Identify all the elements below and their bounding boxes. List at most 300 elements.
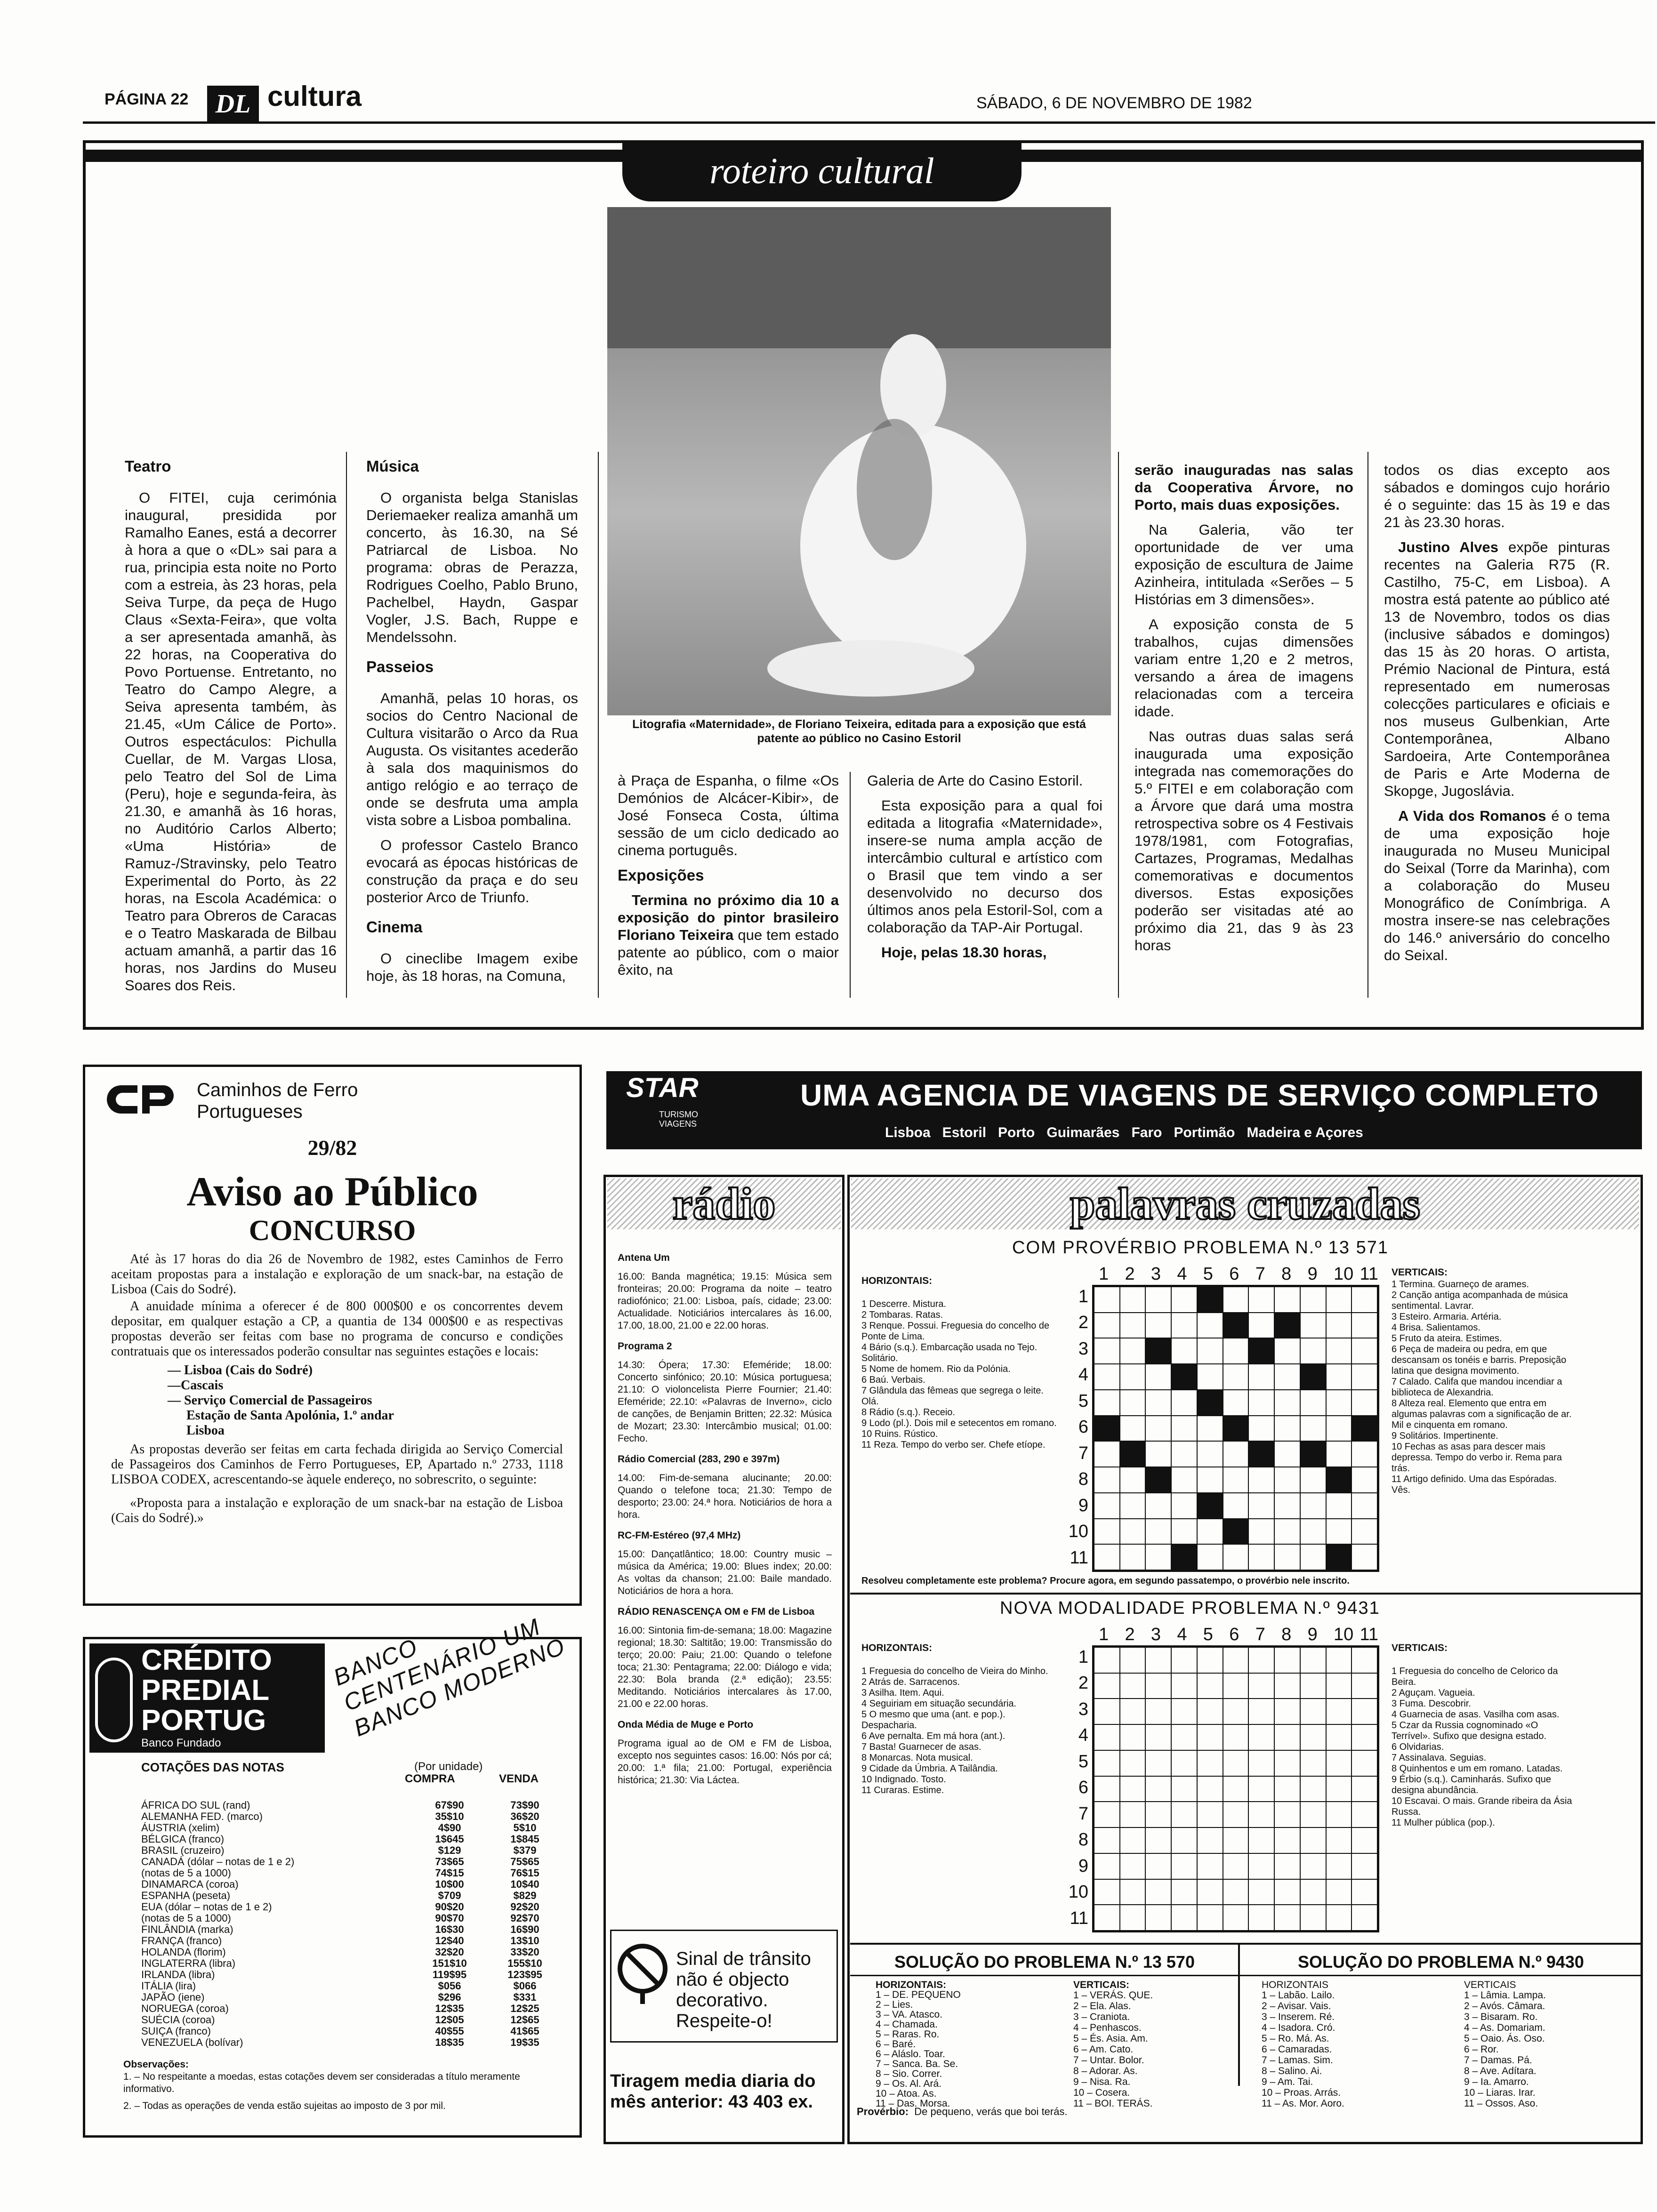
col-number: 7 [1255,1625,1265,1644]
col-number: 8 [1281,1264,1292,1284]
grid-cell [1351,1750,1377,1776]
grid-cell [1145,1416,1171,1442]
grid-cell [1171,1673,1197,1699]
rate-sell: 19$35 [510,2036,539,2048]
rate-row [141,1913,555,1924]
grid-cell [1145,1519,1171,1545]
grid-cell [1248,1724,1274,1750]
grid-cell [1248,1287,1274,1313]
p2-clue-h: 4 Seguiriam em situação secundária. [861,1699,1017,1709]
rate-row [141,1879,555,1890]
row-number: 5 [1078,1391,1088,1411]
cotacoes-title: COTAÇÕES DAS NOTAS [141,1760,284,1774]
p2-clue-v: 3 Fuma. Descobrir. [1392,1699,1471,1709]
s1-answer-h: 10 – Atoa. As. [876,2088,937,2099]
col6-para-2 [1384,538,1610,800]
col5-text-1: Na Galeria, vão ter oportunidade de ver uma exposição de escultura de Jaime Azinheira, intitulada «Serões – 5 Histórias em 3 dimensões». [1134,521,1353,608]
grid-cell [1145,1853,1171,1879]
dl-logo: DL [207,86,259,122]
grid-cell [1223,1750,1249,1776]
p1-verticals [1392,1279,1575,1496]
p2-clue-h: 3 Asilha. Item. Aqui. [861,1688,944,1698]
col-number: 11 [1359,1625,1378,1644]
rate-sell: $829 [513,1890,537,1901]
grid-cell [1197,1827,1223,1853]
grid-cell [1326,1647,1352,1673]
crossword-title: palavras cruzadas [1070,1178,1420,1229]
p2-clue-v: 4 Guarnecia de asas. Vasilha com asas. [1392,1709,1560,1720]
col-number: 2 [1125,1625,1135,1644]
col-rule-5 [1367,452,1368,998]
col-number: 1 [1099,1264,1109,1284]
grid-cell [1145,1673,1171,1699]
grid-cell [1197,1647,1223,1673]
grid-cell [1171,1493,1197,1519]
grid-cell [1145,1879,1171,1905]
grid-cell [1120,1467,1146,1493]
col-number: 5 [1203,1625,1213,1644]
p1-clue-v: 11 Artigo definido. Uma das Espóradas. Vês. [1392,1474,1557,1495]
grid-cell [1094,1544,1120,1570]
p1-clue-h: 7 Glândula das fêmeas que segrega o leite. Olá. [861,1386,1044,1407]
col-number: 9 [1307,1625,1318,1644]
grid-cell [1145,1699,1171,1724]
row-number: 6 [1078,1778,1088,1798]
grid-cell [1094,1879,1120,1905]
p1-title: COM PROVÉRBIO PROBLEMA N.º 13 571 [1012,1238,1389,1258]
teatro-text: O FITEI, cuja cerimónia inaugural, presidida por Ramalho Eanes, está a decorrer à hora a que o «DL» sai para a rua, principia esta noite no Porto com a estreia, às 23 horas, pela Seiva Turpe, da peça de Hugo Claus «Sexta-Feira», que volta a ser apresentada amanhã, às 22 horas, na Cooperativa do Povo Portuense. Entretanto, no Teatro do Campo Alegre, a Seiva apresenta também, às 21.45, «Um Cálice de Porto». Outros espectáculos: Pichulla Cuellar, de M. Vargas Llosa, pelo Teatro del Sol de Lima (Peru), hoje e segunda-feira, às 21.30, e amanhã às 16 horas, no Auditório Carlos Alberto; «Uma História» de Ramuz-/Stravinsky, pelo Teatro Experimental do Porto, às 22 horas, na Escola Académica: o Teatro para Obreros de Caracas e o Teatro Maskarada de Bilbau actuam amanhã, a partir das 16 horas, nos Jardins do Museu Soares dos Reis. [125,489,337,994]
s2-answer-h: 10 – Proas. Arrás. [1262,2087,1341,2098]
row-number: 5 [1078,1751,1088,1771]
row-number: 3 [1078,1699,1088,1719]
grid-cell [1120,1364,1146,1390]
p2-clue-v: 11 Mulher pública (pop.). [1392,1818,1495,1828]
rate-sell: 33$20 [510,1946,539,1958]
grid-cell [1120,1519,1146,1545]
s2-verticals [1464,1990,1633,2109]
rate-buy: $296 [438,1991,461,2003]
grid-cell [1120,1724,1146,1750]
row-number: 1 [1078,1287,1088,1306]
row-number: 11 [1070,1547,1088,1568]
rate-currency: ESPANHA (peseta) [141,1890,231,1901]
grid-cell [1351,1699,1377,1724]
grid-cell [1197,1879,1223,1905]
grid-cell [1248,1853,1274,1879]
grid-cell [1094,1467,1120,1493]
col4-text-3: Hoje, pelas 18.30 horas, [881,944,1047,961]
p2-clue-v: 10 Escavai. O mais. Grande ribeira da Ásia Russa. [1392,1796,1572,1817]
grid-cell [1171,1699,1197,1724]
rate-currency: BÉLGICA (franco) [141,1833,225,1845]
obs-1: 1. – No respeitante a moedas, estas cotações devem ser consideradas a título meramente informativo. [123,2071,520,2094]
p2-column-numbers [1092,1625,1379,1643]
grid-cell [1120,1338,1146,1364]
grid-cell [1300,1364,1326,1390]
s2-answer-h: 1 – Labão. Lailo. [1262,1990,1335,2001]
cp-title: Aviso ao Público [186,1169,478,1215]
radio-program: 16.00: Sintonia fim-de-semana; 18.00: Magazine regional; 18.30: Saltitão; 19.00: Transmissão do terço; 20.00: Paiu; 21.00: Quando o telefone toca; 21.30: Pentagrama; 22.00: Diálogo e vida; 22.30: Bola branda (2.ª edição); 23.55: Meditando. Noticiários intercalares às 17.00, 21.00 e 22.00 horas. [618,1625,832,1709]
rate-sell: 5$10 [513,1822,537,1834]
grid-cell [1094,1699,1120,1724]
grid-cell [1326,1853,1352,1879]
p1-clue-v: 8 Alteza real. Elemento que entra em algumas palavras com a significação de ar. Mil e cinquenta em romano. [1392,1398,1572,1430]
grid-cell [1351,1776,1377,1802]
radio-station: Rádio Comercial (283, 290 e 397m) [618,1454,780,1465]
s1-answer-h: 4 – Chamada. [876,2019,938,2030]
rate-buy: 74$15 [435,1867,464,1879]
grid-cell [1351,1287,1377,1313]
s1-answer-h: 3 – VA. Atasco. [876,2009,943,2020]
p2-clue-v: 5 Czar da Russia cognominado «O Terrível». Sufixo que designa estado. [1392,1720,1547,1741]
col-number: 4 [1177,1264,1187,1284]
row-number: 1 [1078,1647,1088,1667]
rate-buy: $056 [438,1980,461,1992]
grid-cell [1171,1776,1197,1802]
grid-cell [1171,1364,1197,1390]
s1-answer-v: 8 – Adorar. As. [1073,2066,1138,2076]
rate-buy: 12$05 [435,2014,464,2026]
s2-answer-h: 4 – Isadora. Cró. [1262,2022,1335,2033]
s2-answer-v: 4 – As. Domariam. [1464,2022,1545,2033]
radio-station: RÁDIO RENASCENÇA OM e FM de Lisboa [618,1606,815,1617]
teatro-column [125,452,337,1002]
s1-answer-v: 3 – Craniota. [1073,2012,1130,2022]
grid-cell [1145,1827,1171,1853]
rate-buy: 67$90 [435,1799,464,1811]
grid-cell [1223,1879,1249,1905]
grid-cell [1351,1802,1377,1827]
grid-cell [1197,1802,1223,1827]
s1-answer-v: 1 – VERÁS. QUE. [1073,1990,1153,2001]
rate-currency: ÁUSTRIA (xelim) [141,1822,220,1834]
grid-cell [1300,1879,1326,1905]
cp-item-2: —Cascais [168,1378,224,1393]
proverb-label: Provérbio: [857,2106,909,2117]
row-number: 9 [1078,1495,1088,1515]
cotacoes-table [141,1800,555,2048]
arvore-column [1134,461,1353,962]
grid-cell [1274,1802,1300,1827]
rate-currency: SUÉCIA (coroa) [141,2014,215,2026]
grid-cell [1300,1647,1326,1673]
radio-program: 16.00: Banda magnética; 19.15: Música sem fronteiras; 20.00: Programa da noite – teatro radiofónico; 21.00: Lisboa, país, cidade; 23.00: Actualidade. Noticiários intercalares às 16.00, 17.00, 18.00, 21.00 e 22.00 horas. [618,1271,832,1331]
sign-line-1: Sinal de trânsito [676,1948,811,1969]
grid-cell [1248,1467,1274,1493]
p2-rule [850,1943,1641,1945]
row-number: 6 [1078,1417,1088,1437]
rate-buy: 10$00 [435,1878,464,1890]
grid-cell [1197,1544,1223,1570]
grid-cell [1223,1544,1249,1570]
p2-clue-v: 9 Érbio (s.q.). Caminharás. Sufixo que designa abundância. [1392,1774,1552,1795]
grid-cell [1351,1853,1377,1879]
grid-cell [1120,1699,1146,1724]
rate-sell: 12$25 [510,2003,539,2014]
grid-cell [1300,1493,1326,1519]
p2-clue-v: 7 Assinalava. Seguias. [1392,1753,1487,1763]
grid-cell [1351,1441,1377,1467]
p1-clue-v: 2 Canção antiga acompanhada de música sentimental. Lavrar. [1392,1290,1568,1311]
row-number: 11 [1070,1908,1088,1928]
s2-answer-h: 5 – Ro. Má. As. [1262,2033,1329,2044]
s1-title: SOLUÇÃO DO PROBLEMA N.º 13 570 [894,1952,1195,1972]
grid-cell [1145,1313,1171,1338]
p2-clue-v: 2 Aguçam. Vagueia. [1392,1688,1475,1698]
col-rule-1 [346,452,347,998]
col-number: 7 [1255,1264,1265,1284]
rate-currency: IRLANDA (libra) [141,1969,215,1980]
grid-cell [1300,1467,1326,1493]
col4-text-2: Esta exposição para a qual foi editada a litografia «Maternidade», insere-se numa ampla acção de intercâmbio cultural e artístico com o Brasil que tem vindo a ser desenvolvido no decurso dos últimos anos pela Estoril-Sol, com a colaboração da TAP-Air Portugal. [867,797,1102,936]
grid-cell [1351,1544,1377,1570]
grid-cell [1197,1441,1223,1467]
grid-cell [1274,1776,1300,1802]
row-number: 8 [1078,1469,1088,1490]
grid-cell [1197,1364,1223,1390]
rate-buy: 16$30 [435,1923,464,1935]
p2-clue-h: 2 Atrás de. Sarracenos. [861,1677,960,1687]
grid-cell [1094,1905,1120,1931]
obs-title: Observações: [123,2059,189,2070]
grid-cell [1197,1776,1223,1802]
col-number: 1 [1099,1625,1109,1644]
cinema-heading: Cinema [366,918,423,936]
grid-cell [1300,1905,1326,1931]
grid-cell [1145,1493,1171,1519]
justino-column [1384,461,1610,971]
traffic-sign-svg [617,1943,668,2004]
rate-row [141,1822,555,1834]
s1-answer-h: 7 – Sanca. Ba. Se. [876,2059,958,2069]
s2-answer-v: 8 – Ave. Adítara. [1464,2066,1536,2076]
grid-cell [1171,1287,1197,1313]
grid-cell [1120,1441,1146,1467]
grid-cell [1171,1827,1197,1853]
grid-cell [1274,1673,1300,1699]
teatro-heading: Teatro [125,457,171,475]
credito-sub: Banco Fundado [141,1737,221,1749]
grid-cell [1326,1776,1352,1802]
rate-row [141,2026,555,2037]
cp-item-4: Estação de Santa Apolónia, 1.º andar [186,1408,394,1423]
grid-cell [1145,1544,1171,1570]
rate-currency: DINAMARCA (coroa) [141,1878,239,1890]
grid-cell [1120,1493,1146,1519]
star-title: UMA AGENCIA DE VIAGENS DE SERVIÇO COMPLETO [800,1078,1599,1112]
grid-cell [1120,1287,1146,1313]
rate-row [141,2037,555,2048]
credito-logo-block [89,1643,325,1753]
rate-sell: 1$845 [510,1833,539,1845]
grid-cell [1326,1905,1352,1931]
rate-row [141,1958,555,1969]
rate-buy: 35$10 [435,1811,464,1822]
rate-currency: HOLANDA (florim) [141,1946,226,1958]
grid-cell [1094,1724,1120,1750]
col-number: 3 [1150,1264,1161,1284]
rate-sell: 73$90 [510,1799,539,1811]
rate-row [141,1980,555,1992]
p1-clue-v: 10 Fechas as asas para descer mais depressa. Tempo do verbo ir. Rema para trás. [1392,1442,1562,1474]
star-logo: STAR [626,1073,699,1103]
col5-text-3: Nas outras duas salas será inaugurada uma exposição integrada nas comemorações do 5.º FITEI e em colaboração com a Árvore que dará uma mostra retrospectiva sobre os 4 Festivais 1978/1981, com Fotografias, Cartazes, Programas, Medalhas comemorativas e documentos diversos. Estas exposições poderão ser visitadas até ao próximo dia 21, das 9 às 23 horas [1134,728,1353,954]
rate-sell: 76$15 [510,1867,539,1879]
row-number: 3 [1078,1338,1088,1359]
grid-cell [1248,1905,1274,1931]
grid-cell [1145,1647,1171,1673]
grid-cell [1094,1390,1120,1416]
proverb-text: De pequeno, verás que boi terás. [914,2106,1068,2117]
p2-clue-h: 5 O mesmo que uma (ant. e pop.). Despacharia. [861,1709,1005,1731]
rate-currency: FINLÂNDIA (marka) [141,1923,233,1935]
p1-clue-h: 3 Renque. Possui. Freguesia do concelho de Ponte de Lima. [861,1321,1050,1342]
s1-answer-h: 6 – Aláslo. Toar. [876,2049,945,2060]
col-number: 5 [1203,1264,1213,1284]
col4-text-1: Galeria de Arte do Casino Estoril. [867,772,1083,789]
grid-cell [1223,1905,1249,1931]
rate-row [141,1992,555,2003]
grid-cell [1300,1802,1326,1827]
p1-clue-v: 5 Fruto da ateira. Estimes. [1392,1333,1502,1344]
col-number: 10 [1334,1625,1354,1644]
p1-clue-v: 9 Solitários. Impertinente. [1392,1431,1498,1441]
s2-answer-v: 7 – Damas. Pá. [1464,2055,1532,2066]
grid-cell [1274,1364,1300,1390]
rate-row [141,1845,555,1856]
rate-currency: SUIÇA (franco) [141,2025,211,2037]
musica-text: O organista belga Stanislas Deriemaeker realiza amanhã um concerto, às 16.30, na Sé Patriarcal de Lisboa. No programa: obras de Perazza, Rodrigues Coelho, Pablo Bruno, Pachelbel, Haydn, Gaspar Vogler, J.S. Bach, Ruppe e Mendelssohn. [366,489,578,645]
p2-clue-h: 6 Ave pernalta. Em má hora (ant.). [861,1731,1005,1741]
rate-buy: 32$20 [435,1946,464,1958]
rate-currency: BRASIL (cruzeiro) [141,1844,225,1856]
rate-buy: 12$35 [435,2003,464,2014]
grid-cell [1223,1338,1249,1364]
grid-cell [1274,1647,1300,1673]
row-number: 2 [1078,1313,1088,1333]
grid-cell [1248,1416,1274,1442]
rate-sell: 123$95 [507,1969,542,1980]
rate-row [141,1856,555,1867]
cp-body [111,1252,563,1526]
s2-answer-h: 11 – As. Mor. Aoro. [1262,2098,1344,2109]
rate-sell: 41$65 [510,2025,539,2037]
rate-row [141,2003,555,2014]
p1-clue-h: 9 Lodo (pl.). Dois mil e setecentos em romano. [861,1418,1057,1428]
s2-answer-h: 2 – Avisar. Vais. [1262,2001,1331,2012]
grid-cell [1248,1879,1274,1905]
p1-footer: Resolveu completamente este problema? Procure agora, em segundo passatempo, o provérbio nele inscrito. [861,1576,1350,1586]
col-number: 6 [1229,1264,1239,1284]
grid-cell [1300,1416,1326,1442]
header-rule [83,121,1655,124]
grid-cell [1274,1287,1300,1313]
rate-currency: INGLATERRA (libra) [141,1957,236,1969]
grid-cell [1326,1287,1352,1313]
grid-cell [1248,1441,1274,1467]
s2-answer-v: 11 – Ossos. Aso. [1464,2098,1538,2109]
grid-cell [1145,1905,1171,1931]
grid-cell [1274,1853,1300,1879]
rate-currency: (notas de 5 a 1000) [141,1867,231,1879]
credito-name-3: PORTUG [141,1704,266,1737]
grid-cell [1300,1287,1326,1313]
credito-slogan: BANCO CENTENÁRIO UM BANCO MODERNO [330,1613,569,1742]
grid-cell [1300,1544,1326,1570]
roteiro-title: roteiro cultural [622,140,1022,201]
grid-cell [1197,1416,1223,1442]
grid-cell [1120,1905,1146,1931]
grid-cell [1094,1519,1120,1545]
row-number: 10 [1068,1882,1088,1902]
rate-currency: NORUEGA (coroa) [141,2003,229,2014]
grid-cell [1094,1776,1120,1802]
grid-cell [1145,1390,1171,1416]
p1-clue-h: 1 Descerre. Mistura. [861,1299,947,1309]
p1-clue-v: 7 Calado. Califa que mandou incendiar a biblioteca de Alexandria. [1392,1377,1562,1398]
grid-cell [1145,1750,1171,1776]
grid-cell [1120,1853,1146,1879]
col-venda: VENDA [499,1772,539,1785]
grid-cell [1223,1313,1249,1338]
p1-h-label: HORIZONTAIS: [861,1275,933,1286]
grid-cell [1120,1750,1146,1776]
grid-cell [1326,1802,1352,1827]
observacoes [123,2059,561,2112]
grid-cell [1326,1338,1352,1364]
grid-cell [1094,1441,1120,1467]
col-rule-2 [598,452,599,998]
grid-cell [1223,1519,1249,1545]
cp-p1: Até às 17 horas do dia 26 de Novembro de 1982, estes Caminhos de Ferro aceitam propostas para a instalação e exploração de um snack-bar, na estação de Lisboa (Cais do Sodré). [111,1252,563,1297]
grid-cell [1223,1467,1249,1493]
grid-cell [1120,1673,1146,1699]
grid-cell [1120,1776,1146,1802]
s2-answer-v: 5 – Oaio. Ás. Oso. [1464,2033,1545,2044]
grid-cell [1171,1724,1197,1750]
grid-cell [1300,1673,1326,1699]
grid-cell [1300,1853,1326,1879]
p1-clue-h: 6 Baú. Verbais. [861,1375,925,1385]
rate-sell: 155$10 [507,1957,542,1969]
p2-grid [1092,1645,1379,1932]
rate-row [141,1867,555,1879]
grid-cell [1171,1467,1197,1493]
col3-text-2: que tem estado patente ao público, com o maior êxito, na [618,927,839,978]
grid-cell [1326,1390,1352,1416]
grid-cell [1351,1827,1377,1853]
col5-text-2: A exposição consta de 5 trabalhos, cujas dimensões variam entre 1,20 e 2 metros, versando a área de imagens relacionadas com a terceira idade. [1134,616,1353,720]
grid-cell [1248,1699,1274,1724]
galeria-column [867,772,1102,969]
grid-cell [1274,1905,1300,1931]
sign-line-2: não é objecto [676,1969,789,1990]
grid-cell [1248,1493,1274,1519]
radio-listings [618,1247,832,1795]
rate-buy: 1$645 [435,1833,464,1845]
grid-cell [1171,1879,1197,1905]
credito-name-1: CRÉDITO [141,1644,272,1676]
radio-station: Antena Um [618,1252,670,1263]
p1-clue-h: 4 Bário (s.q.). Embarcação usada no Tejo. Solitário. [861,1342,1038,1363]
rate-buy: 4$90 [438,1822,461,1834]
traffic-sign-text [676,1948,811,2031]
grid-cell [1326,1519,1352,1545]
rate-currency: ÁFRICA DO SUL (rand) [141,1799,250,1811]
grid-cell [1351,1313,1377,1338]
row-number: 2 [1078,1673,1088,1693]
grid-cell [1120,1313,1146,1338]
